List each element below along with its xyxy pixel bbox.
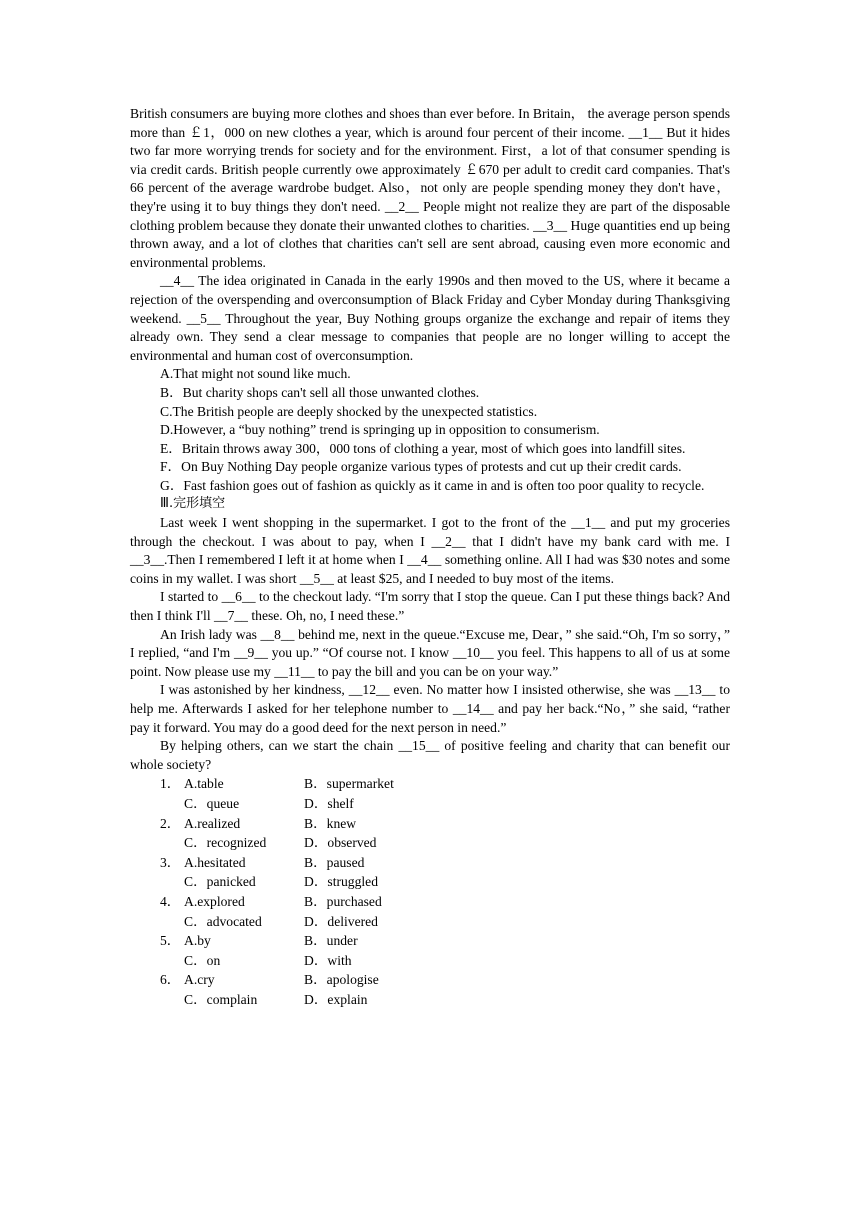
- passage2-paragraph1: Last week I went shopping in the supermarket. I got to the front of the __1__ and put my groceries through the checkout. I was about to pay, when I __2__ that I didn't have my bank card with me. I __3__.Then I remembered I left it at home when I __4__ something online. All I had was $30 notes and some coins in my wallet. I was short __5__ at least $25, and I needed to buy most of the items.: [130, 515, 730, 586]
- question-number: 1．: [160, 776, 181, 792]
- choice-d: D．observed: [304, 835, 377, 851]
- choice-a: A.table: [184, 776, 224, 792]
- choice-d: D．delivered: [304, 913, 378, 929]
- passage1-options: [130, 365, 730, 495]
- choice-b: B．purchased: [304, 893, 382, 909]
- question-row: [130, 833, 730, 853]
- question-row: [130, 951, 730, 971]
- question-row: [130, 931, 730, 951]
- question-row: [130, 853, 730, 873]
- choice-c: C．panicked: [184, 874, 256, 890]
- option-f: F．On Buy Nothing Day people organize various types of protests and cut up their credit cards.: [160, 459, 682, 475]
- choice-d: D．explain: [304, 991, 368, 1007]
- option-a: A.That might not sound like much.: [160, 366, 351, 382]
- choice-c: C．complain: [184, 991, 258, 1007]
- choice-b: B．knew: [304, 815, 357, 831]
- choice-a: A.realized: [184, 815, 241, 831]
- choice-b: B．apologise: [304, 972, 379, 988]
- choice-d: D．with: [304, 952, 352, 968]
- choice-a: A.hesitated: [184, 854, 246, 870]
- option-d: D.However, a “buy nothing” trend is springing up in opposition to consumerism.: [160, 422, 600, 438]
- question-row: [130, 970, 730, 990]
- section-title: Ⅲ.完形填空: [160, 496, 226, 512]
- choice-d: D．struggled: [304, 874, 379, 890]
- passage1-paragraph2: __4__ The idea originated in Canada in the early 1990s and then moved to the US, where it became a rejection of the overspending and overconsumption of Black Friday and Cyber Monday during Thanksgiving weekend. __5__ Throughout the year, Buy Nothing groups organize the exchange and repair of items they already own. They send a clear message to companies that people are no longer willing to accept the environmental and human cost of overconsumption.: [130, 273, 730, 363]
- passage2-paragraph3: An Irish lady was __8__ behind me, next in the queue.“Excuse me, Dear，” she said.“Oh, I'm so sorry，” I replied, “and I'm __9__ you up.” “Of course not. I know __10__ you feel. This happens to all of us at some point. Now please use my __11__ to pay the bill and you can be on your way.”: [130, 626, 730, 679]
- question-row: [130, 814, 730, 834]
- passage2-paragraph4: I was astonished by her kindness, __12__ even. No matter how I insisted otherwise, she was __13__ to help me. Afterwards I asked for her telephone number to __14__ and pay her back.“No，” she said, “rather pay it forward. You may do a good deed for the next person in need.”: [130, 682, 730, 735]
- question-number: 2．: [160, 815, 181, 831]
- document-page: [130, 105, 730, 1010]
- question-number: 4．: [160, 893, 181, 909]
- question-number: 3．: [160, 854, 181, 870]
- option-c: C.The British people are deeply shocked by the unexpected statistics.: [160, 403, 538, 419]
- question-number: 6．: [160, 972, 181, 988]
- question-row: [130, 774, 730, 794]
- question-list: [130, 774, 730, 1009]
- question-row: [130, 872, 730, 892]
- choice-b: B．supermarket: [304, 776, 394, 792]
- choice-c: C．recognized: [184, 835, 267, 851]
- question-row: [130, 990, 730, 1010]
- choice-b: B．paused: [304, 854, 365, 870]
- choice-a: A.by: [184, 933, 211, 949]
- choice-c: C．on: [184, 952, 221, 968]
- passage2-paragraph2: I started to __6__ to the checkout lady. “I'm sorry that I stop the queue. Can I put these things back? And then I think I'll __7__ these. Oh, no, I need these.”: [130, 589, 730, 624]
- choice-c: C．queue: [184, 795, 240, 811]
- choice-a: A.explored: [184, 893, 245, 909]
- choice-c: C．advocated: [184, 913, 262, 929]
- question-number: 5．: [160, 933, 181, 949]
- question-row: [130, 892, 730, 912]
- choice-d: D．shelf: [304, 795, 354, 811]
- option-b: B．But charity shops can't sell all those unwanted clothes.: [160, 384, 480, 400]
- option-e: E．Britain throws away 300，000 tons of clothing a year, most of which goes into landfill sites.: [160, 440, 686, 456]
- question-row: [130, 794, 730, 814]
- question-row: [130, 912, 730, 932]
- choice-a: A.cry: [184, 972, 215, 988]
- choice-b: B．under: [304, 933, 358, 949]
- passage2-paragraph5: By helping others, can we start the chain __15__ of positive feeling and charity that can benefit our whole society?: [130, 738, 730, 772]
- option-g: G．Fast fashion goes out of fashion as quickly as it came in and is often too poor quality to recycle.: [160, 477, 705, 493]
- passage1-paragraph1: British consumers are buying more clothes and shoes than ever before. In Britain， the average person spends more than ￡1，000 on new clothes a year, which is around four percent of their income. __1__ But it hides two far more worrying trends for society and for the environment. First，a lot of that consumer spending is via credit cards. British people currently owe approximately ￡670 per adult to credit card companies. That's 66 percent of the average wardrobe budget. Also，not only are people spending money they don't have，they're using it to buy things they don't need. __2__ People might not realize they are part of the disposable clothing problem because they donate their unwanted clothes to charities. __3__ Huge quantities end up being thrown away, and a lot of clothes that charities can't sell are sent abroad, causing even more economic and environmental problems.: [130, 106, 730, 270]
